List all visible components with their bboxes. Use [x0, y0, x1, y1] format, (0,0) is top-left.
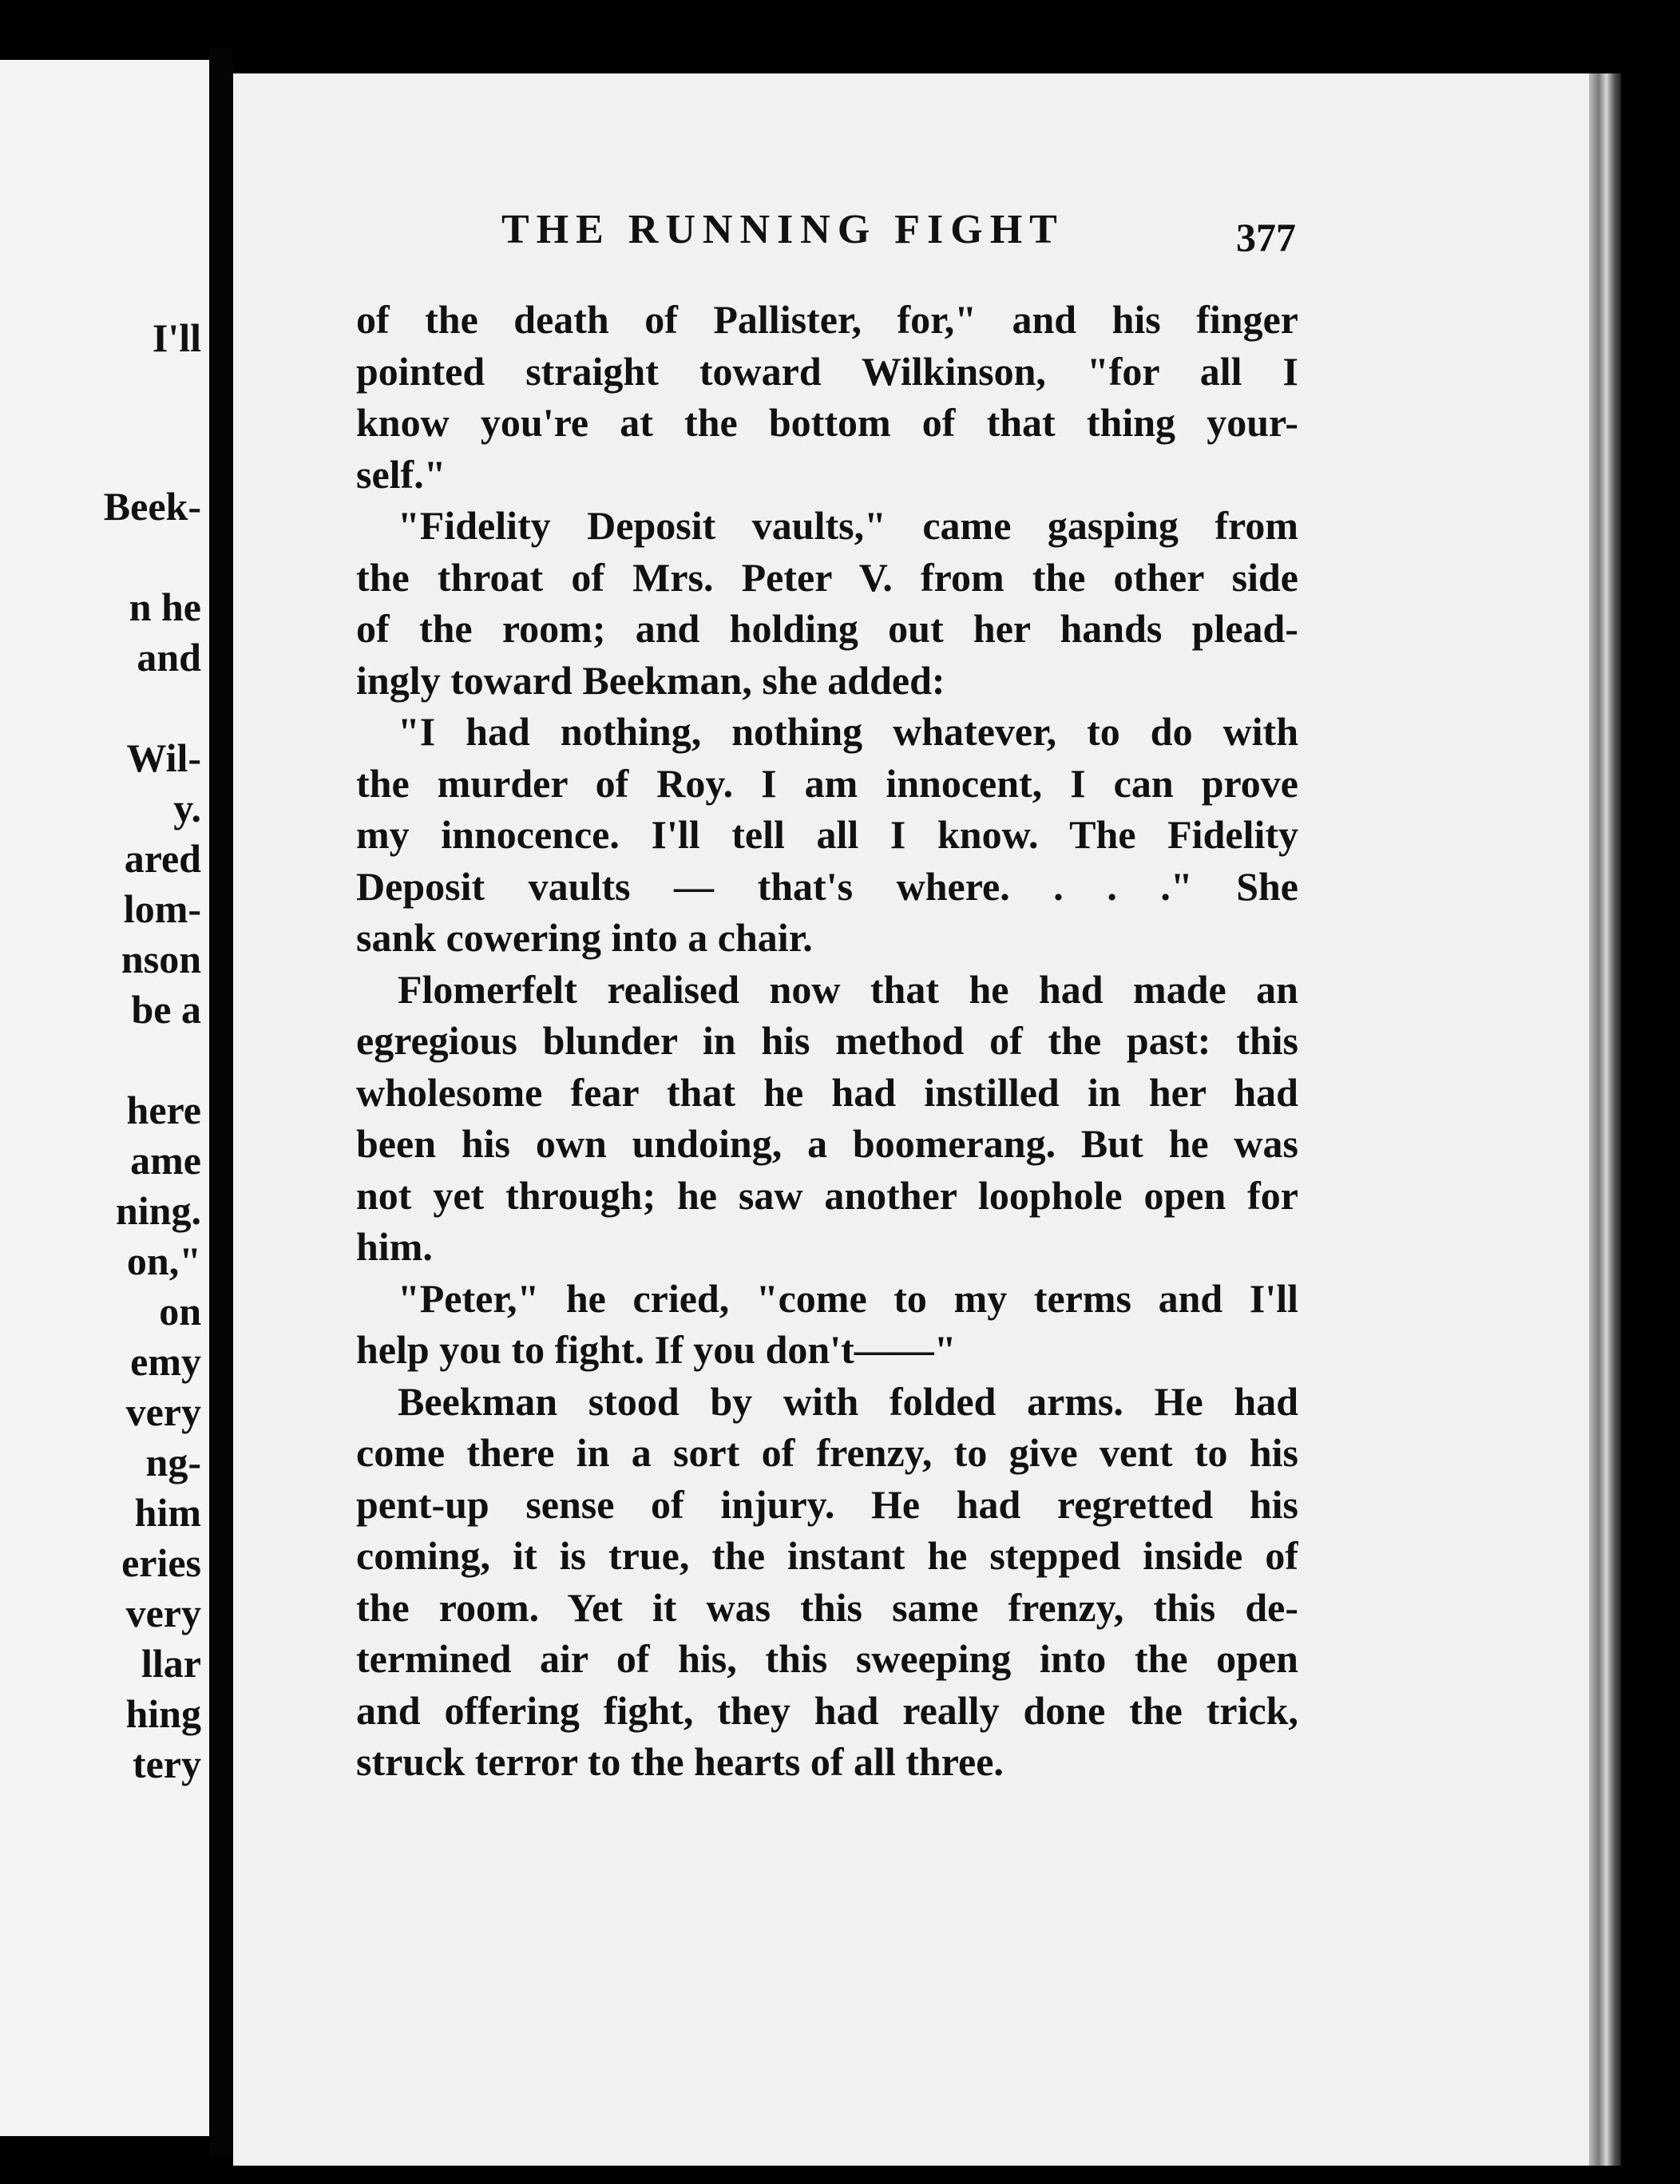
previous-page-fragment: lom-	[123, 886, 201, 931]
text-line: pointed straight toward Wilkinson, "for all I	[356, 348, 1298, 394]
text-line: egregious blunder in his method of the past: this	[356, 1018, 1298, 1063]
text-line: pent-up sense of injury. He had regretted his	[356, 1481, 1298, 1527]
page-number: 377	[1236, 215, 1296, 260]
previous-page-fragment: tery	[132, 1742, 201, 1786]
text-line: help you to fight. If you don't——"	[356, 1327, 957, 1372]
previous-page-fragment: eries	[121, 1540, 201, 1585]
previous-page-fragment: I'll	[152, 315, 201, 360]
text-line: wholesome fear that he had instilled in her had	[356, 1069, 1298, 1115]
text-line: the murder of Roy. I am innocent, I can prove	[356, 760, 1298, 806]
previous-page-fragment: very	[125, 1591, 201, 1635]
previous-page-fragment: ared	[124, 836, 201, 881]
text-line: coming, it is true, the instant he stepped inside of	[356, 1533, 1298, 1578]
previous-page-fragment: Beek-	[103, 484, 201, 529]
previous-page-fragment: and	[137, 635, 201, 680]
previous-page-fragment: on,"	[126, 1239, 201, 1283]
previous-page-fragment: emy	[130, 1339, 201, 1384]
previous-page-fragment: ng-	[145, 1440, 201, 1484]
text-line: termined air of his, this sweeping into the open	[356, 1636, 1298, 1681]
text-line: "Peter," he cried, "come to my terms and I'll	[398, 1275, 1298, 1321]
text-line: not yet through; he saw another loophole open for	[356, 1172, 1298, 1218]
previous-page-fragment: be a	[131, 987, 201, 1032]
previous-page-fragment: here	[126, 1088, 201, 1132]
previous-page-fragment: Wil-	[126, 735, 201, 780]
book-gutter	[209, 48, 233, 2156]
text-line: the throat of Mrs. Peter V. from the other side	[356, 554, 1298, 600]
previous-page-fragment: llar	[141, 1641, 201, 1686]
body-text	[356, 294, 1298, 1788]
previous-page-fragment: very	[125, 1389, 201, 1434]
text-line: ingly toward Beekman, she added:	[356, 657, 945, 703]
text-line: Beekman stood by with folded arms. He had	[398, 1378, 1298, 1424]
text-line: "I had nothing, nothing whatever, to do with	[398, 709, 1298, 754]
previous-page-fragment: nson	[121, 937, 201, 981]
text-line: been his own undoing, a boomerang. But he was	[356, 1121, 1298, 1166]
running-head: THE RUNNING FIGHT	[501, 207, 1064, 252]
previous-page-fragment: ame	[130, 1138, 201, 1183]
previous-page-fragment: him	[134, 1490, 201, 1535]
text-line: the room. Yet it was this same frenzy, this de-	[356, 1584, 1298, 1630]
text-line: of the room; and holding out her hands plead-	[356, 606, 1298, 651]
text-line: know you're at the bottom of that thing your-	[356, 400, 1298, 445]
text-line: him.	[356, 1224, 433, 1269]
text-line: Deposit vaults — that's where. . . ." She	[356, 863, 1298, 909]
previous-page-fragment: n he	[129, 585, 201, 629]
previous-page-fragment: on	[159, 1289, 201, 1334]
previous-page-fragment: y.	[173, 786, 201, 830]
previous-page	[0, 60, 209, 2136]
text-line: and offering fight, they had really done the trick,	[356, 1687, 1298, 1733]
text-line: "Fidelity Deposit vaults," came gasping from	[398, 503, 1298, 548]
text-line: struck terror to the hearts of all three.	[356, 1739, 1004, 1784]
text-line: come there in a sort of frenzy, to give vent to his	[356, 1430, 1298, 1475]
text-line: of the death of Pallister, for," and his finger	[356, 297, 1298, 342]
text-line: my innocence. I'll tell all I know. The Fidelity	[356, 812, 1298, 857]
previous-page-fragment: ning.	[115, 1188, 201, 1233]
previous-page-fragment: hing	[125, 1691, 201, 1736]
text-line: Flomerfelt realised now that he had made an	[398, 966, 1298, 1012]
text-line: self."	[356, 451, 446, 497]
page-edge	[1589, 73, 1621, 2166]
text-line: sank cowering into a chair.	[356, 915, 813, 960]
